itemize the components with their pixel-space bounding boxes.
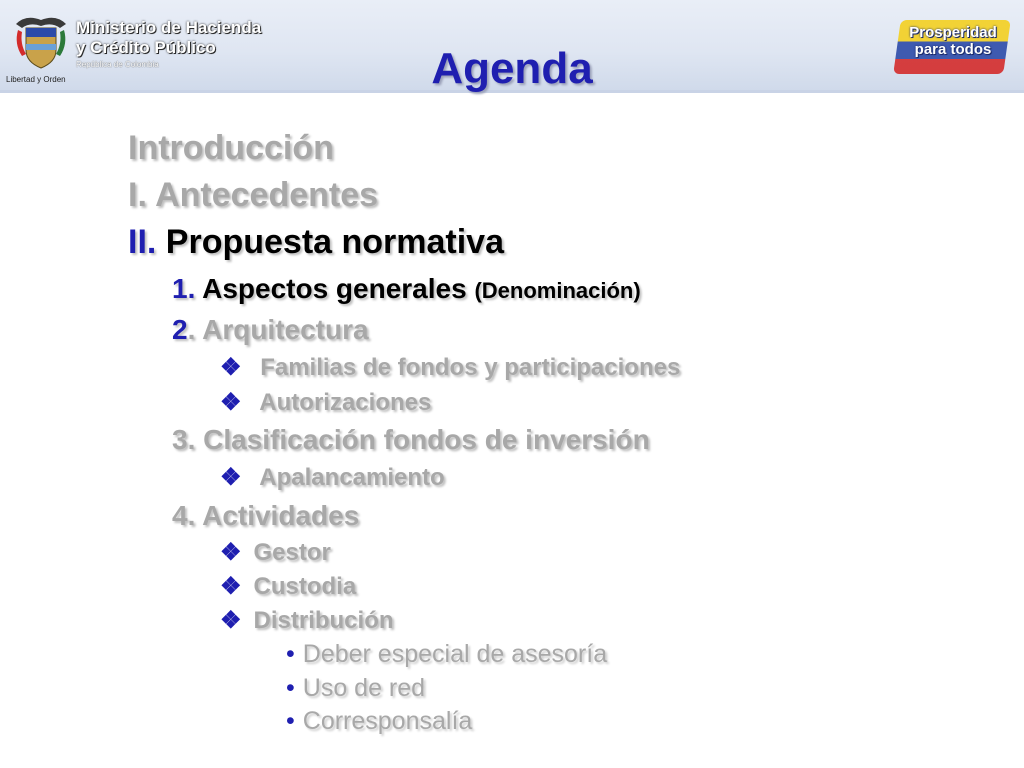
dot-bullet-icon: • (286, 707, 295, 735)
agenda-subitem-clasificacion: 3. Clasificación fondos de inversión (172, 424, 650, 455)
aspectos-number: 1. (172, 273, 196, 304)
diamond-bullet-icon: ❖ (220, 354, 242, 381)
agenda-point-custodia (220, 572, 356, 601)
diamond-bullet-icon: ❖ (220, 389, 242, 416)
autorizaciones-label: Autorizaciones (259, 389, 432, 416)
aspectos-label: Aspectos generales (202, 273, 467, 304)
crest-caption: Libertad y Orden (6, 75, 66, 84)
propuesta-label: Propuesta normativa (165, 223, 505, 261)
arquitectura-label: . Arquitectura (187, 314, 369, 345)
promo-line2: para todos (914, 41, 992, 58)
agenda-item-antecedentes: I. Antecedentes (128, 176, 379, 214)
arquitectura-number: 2 (172, 314, 188, 345)
diamond-bullet-icon: ❖ (220, 539, 242, 566)
agenda-point-autorizaciones (220, 388, 431, 417)
diamond-bullet-icon: ❖ (220, 464, 242, 491)
distribucion-label: Distribución (253, 607, 394, 634)
aspectos-note: (Denominación) (474, 278, 641, 303)
dot-bullet-icon: • (286, 640, 295, 668)
agenda-subpoint-uso-red (286, 674, 425, 703)
agenda-point-distribucion (220, 606, 394, 635)
familias-label: Familias de fondos y participaciones (260, 354, 681, 381)
ministry-subtitle: República de Colombia (76, 60, 159, 69)
propuesta-number: II. (128, 223, 157, 261)
gestor-label: Gestor (253, 539, 331, 566)
agenda-subpoint-corresponsalia (286, 707, 472, 736)
ministry-name-line1: Ministerio de Hacienda (76, 18, 262, 37)
agenda-subitem-aspectos (172, 273, 641, 305)
agenda-point-apalancamiento (220, 463, 445, 492)
dot-bullet-icon: • (286, 674, 295, 702)
deber-label: Deber especial de asesoría (302, 640, 608, 668)
custodia-label: Custodia (253, 573, 357, 600)
agenda-subpoint-deber (286, 640, 607, 669)
diamond-bullet-icon: ❖ (220, 573, 242, 600)
agenda-item-propuesta (128, 223, 504, 262)
apalancamiento-label: Apalancamiento (259, 464, 445, 491)
ministry-name-line2: y Crédito Público (76, 38, 216, 57)
agenda-item-introduccion: Introducción (128, 129, 334, 167)
corresponsalia-label: Corresponsalía (302, 707, 473, 735)
uso-red-label: Uso de red (302, 674, 426, 702)
promo-line1: Prosperidad (909, 24, 997, 41)
slide-title: Agenda (431, 44, 593, 93)
agenda-subitem-arquitectura (172, 314, 369, 346)
agenda-point-familias (220, 353, 680, 382)
agenda-point-gestor (220, 538, 331, 567)
diamond-bullet-icon: ❖ (220, 607, 242, 634)
agenda-subitem-actividades: 4. Actividades (172, 500, 360, 531)
